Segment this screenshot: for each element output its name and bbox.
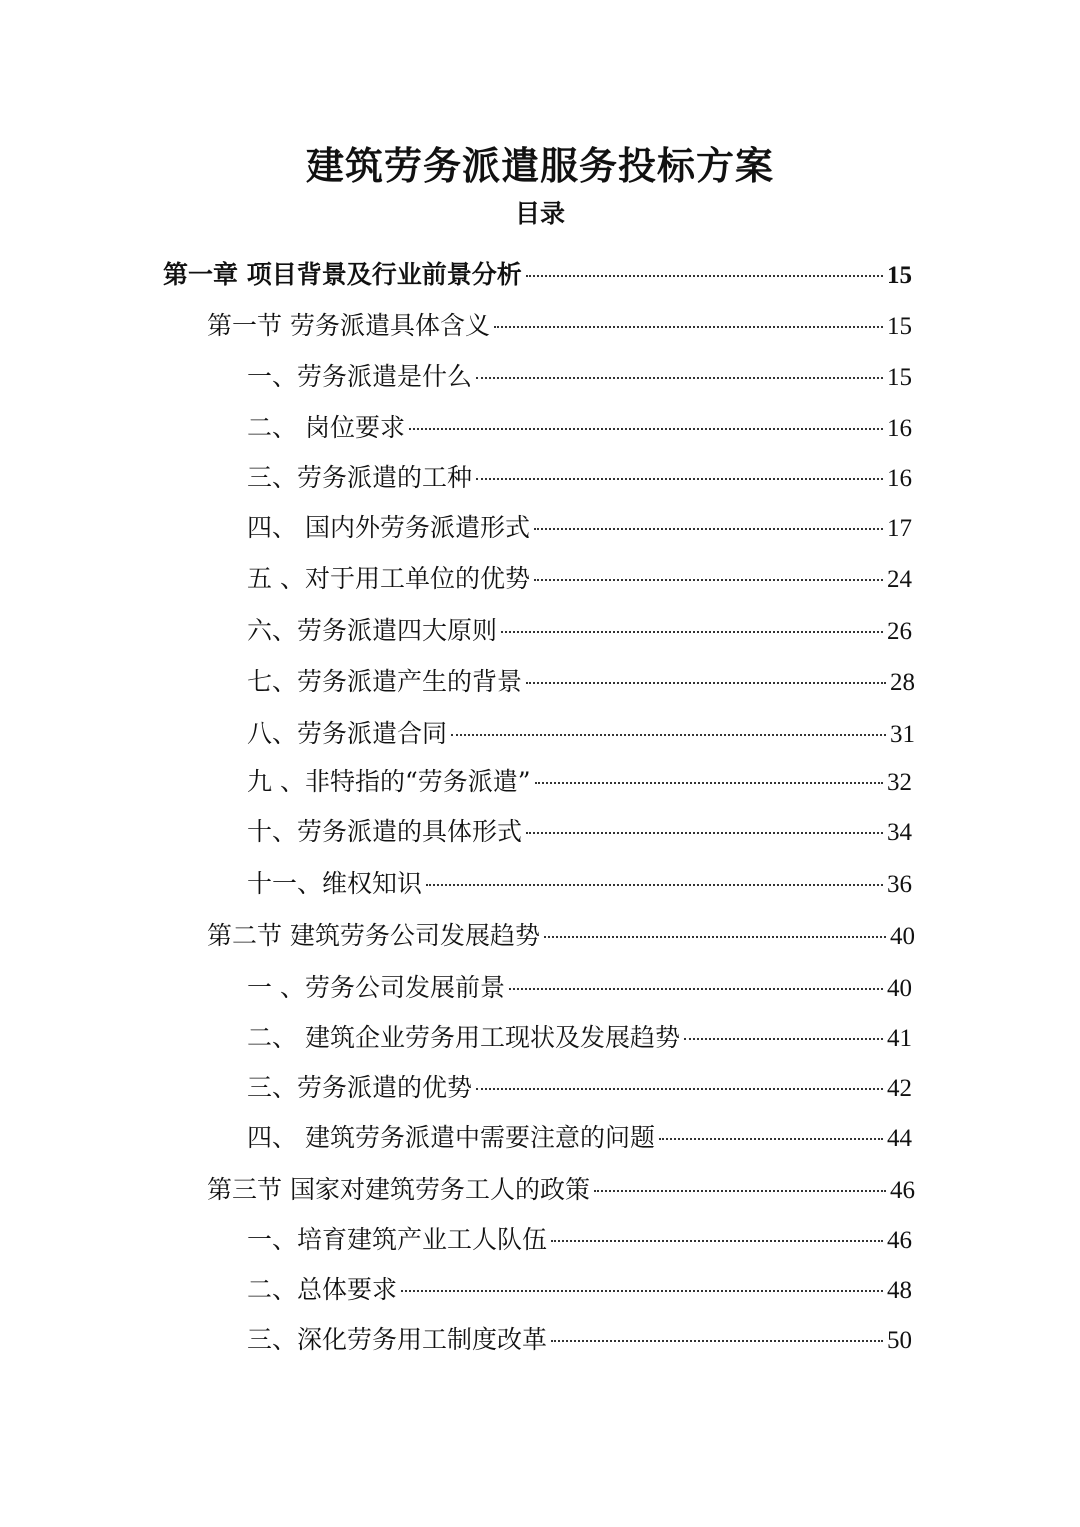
toc-entry[interactable] <box>247 611 912 651</box>
toc-dot-leader <box>535 782 883 784</box>
toc-dot-leader <box>476 1088 883 1090</box>
toc-entry[interactable] <box>247 458 912 498</box>
toc-entry-page-number: 15 <box>887 313 912 340</box>
toc-entry-page-number: 17 <box>887 515 912 542</box>
toc-entry[interactable] <box>247 812 912 852</box>
toc-dot-leader <box>451 734 886 736</box>
toc-dot-leader <box>544 936 886 938</box>
toc-entry[interactable] <box>247 864 912 904</box>
toc-entry[interactable] <box>247 508 912 548</box>
toc-entry[interactable] <box>247 1118 912 1158</box>
toc-entry[interactable] <box>247 1068 912 1108</box>
toc-dot-leader <box>476 478 883 480</box>
toc-entry[interactable] <box>247 408 912 448</box>
toc-entry-page-number: 32 <box>887 769 912 796</box>
toc-entry-label: 三、劳务派遣的工种 <box>247 463 473 492</box>
toc-dot-leader <box>526 682 886 684</box>
toc-entry-page-number: 44 <box>887 1125 912 1152</box>
toc-dot-leader <box>494 326 883 328</box>
toc-dot-leader <box>659 1138 883 1140</box>
toc-entry[interactable] <box>247 1018 912 1058</box>
toc-entry-label: 二、总体要求 <box>247 1275 398 1304</box>
toc-entry[interactable] <box>163 255 912 295</box>
toc-entry-page-number: 16 <box>887 465 912 492</box>
toc-entry-label: 三、劳务派遣的优势 <box>247 1073 473 1102</box>
toc-entry-page-number: 16 <box>887 415 912 442</box>
toc-entry-page-number: 50 <box>887 1327 912 1354</box>
toc-entry-label: 五 、对于用工单位的优势 <box>247 564 530 593</box>
toc-entry-label: 二、 建筑企业劳务用工现状及发展趋势 <box>247 1023 680 1052</box>
toc-entry-label: 四、 国内外劳务派遣形式 <box>247 513 530 542</box>
toc-dot-leader <box>526 275 883 277</box>
toc-dot-leader <box>534 528 883 530</box>
toc-entry-page-number: 42 <box>887 1075 912 1102</box>
toc-entry[interactable] <box>247 762 912 802</box>
toc-entry[interactable] <box>247 357 912 397</box>
toc-entry[interactable] <box>247 968 912 1008</box>
toc-dot-leader <box>594 1190 886 1192</box>
toc-dot-leader <box>501 631 883 633</box>
toc-entry[interactable] <box>247 714 915 754</box>
toc-entry-page-number: 40 <box>887 975 912 1002</box>
toc-entry-page-number: 31 <box>890 721 915 748</box>
toc-entry[interactable] <box>247 559 912 599</box>
toc-entry-page-number: 15 <box>887 364 912 391</box>
toc-dot-leader <box>401 1290 883 1292</box>
toc-entry-page-number: 36 <box>887 871 912 898</box>
toc-entry-label: 十、劳务派遣的具体形式 <box>247 817 523 846</box>
toc-entry[interactable] <box>247 1320 912 1360</box>
toc-entry-label: 一 、劳务公司发展前景 <box>247 973 505 1002</box>
toc-entry[interactable] <box>247 1220 912 1260</box>
toc-entry-page-number: 46 <box>890 1177 915 1204</box>
toc-entry-page-number: 24 <box>887 566 912 593</box>
toc-entry-label: 三、深化劳务用工制度改革 <box>247 1325 548 1354</box>
toc-entry-label: 六、劳务派遣四大原则 <box>247 616 498 645</box>
toc-entry-page-number: 34 <box>887 819 912 846</box>
toc-entry-label: 第一节 劳务派遣具体含义 <box>207 311 490 340</box>
toc-entry-page-number: 15 <box>887 262 912 289</box>
toc-entry-label: 九 、非特指的“劳务派遣” <box>247 767 531 796</box>
toc-entry[interactable] <box>207 916 915 956</box>
toc-dot-leader <box>551 1340 883 1342</box>
toc-entry[interactable] <box>207 306 912 346</box>
toc-entry-label: 十一、维权知识 <box>247 869 423 898</box>
toc-entry-label: 一、劳务派遣是什么 <box>247 362 473 391</box>
toc-dot-leader <box>551 1240 883 1242</box>
toc-dot-leader <box>534 579 883 581</box>
toc-dot-leader <box>684 1038 883 1040</box>
toc-entry-page-number: 48 <box>887 1277 912 1304</box>
toc-entry[interactable] <box>247 662 915 702</box>
toc-entry-label: 第三节 国家对建筑劳务工人的政策 <box>207 1175 590 1204</box>
toc-entry-page-number: 41 <box>887 1025 912 1052</box>
toc-entry-page-number: 28 <box>890 669 915 696</box>
toc-entry-label: 八、劳务派遣合同 <box>247 719 448 748</box>
toc-entry-label: 七、劳务派遣产生的背景 <box>247 667 523 696</box>
toc-dot-leader <box>409 428 883 430</box>
toc-entry-label: 第一章 项目背景及行业前景分析 <box>163 260 522 289</box>
toc-entry-label: 第二节 建筑劳务公司发展趋势 <box>207 921 540 950</box>
document-title: 建筑劳务派遣服务投标方案 <box>305 143 774 188</box>
toc-dot-leader <box>509 988 883 990</box>
toc-entry[interactable] <box>247 1270 912 1310</box>
toc-dot-leader <box>476 377 883 379</box>
toc-entry-page-number: 40 <box>890 923 915 950</box>
toc-dot-leader <box>526 832 883 834</box>
toc-dot-leader <box>426 884 883 886</box>
toc-heading: 目录 <box>514 199 565 228</box>
toc-entry-page-number: 46 <box>887 1227 912 1254</box>
toc-entry-label: 二、 岗位要求 <box>247 413 405 442</box>
toc-entry[interactable] <box>207 1170 915 1210</box>
toc-entry-page-number: 26 <box>887 618 912 645</box>
toc-entry-label: 四、 建筑劳务派遣中需要注意的问题 <box>247 1123 655 1152</box>
toc-entry-label: 一、培育建筑产业工人队伍 <box>247 1225 548 1254</box>
